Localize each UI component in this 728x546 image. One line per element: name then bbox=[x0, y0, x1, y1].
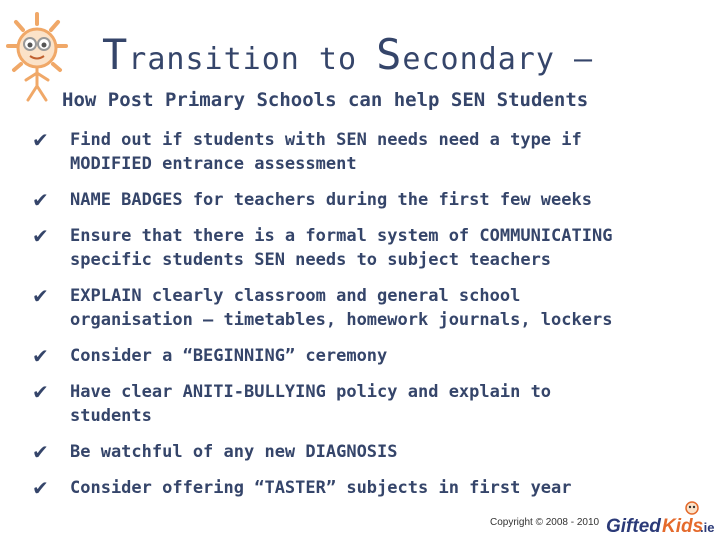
bullet-text: Ensure that there is a formal system of COMMUNICATING specific students SEN needs to subject teachers bbox=[70, 226, 613, 270]
bullet-item bbox=[32, 344, 710, 368]
bullet-item bbox=[32, 284, 710, 332]
copyright-text: Copyright © 2008 - 2010 bbox=[490, 517, 600, 528]
bullet-text: EXPLAIN clearly classroom and general school organisation – timetables, homework journals, lockers bbox=[70, 286, 613, 330]
slide-title bbox=[102, 30, 593, 79]
logo-text-gifted: Gifted bbox=[606, 516, 661, 537]
title-cap-t: T bbox=[102, 30, 129, 79]
bullet-text: Consider offering “TASTER” subjects in first year bbox=[70, 478, 572, 498]
logo-text-kids: Kids bbox=[662, 516, 704, 537]
checkmark-icon: ✔ bbox=[32, 128, 49, 152]
bullet-item bbox=[32, 440, 710, 464]
logo-text-domain: .ie bbox=[700, 520, 715, 535]
bullet-item bbox=[32, 188, 710, 212]
bullet-item bbox=[32, 224, 710, 272]
checkmark-icon: ✔ bbox=[32, 224, 49, 248]
slide-subtitle: How Post Primary Schools can help SEN Students bbox=[62, 89, 589, 111]
bullet-list bbox=[32, 128, 710, 512]
checkmark-icon: ✔ bbox=[32, 284, 49, 308]
checkmark-icon: ✔ bbox=[32, 188, 49, 212]
bullet-item bbox=[32, 128, 710, 176]
title-cap-s: S bbox=[376, 30, 403, 79]
bullet-item bbox=[32, 380, 710, 428]
checkmark-icon: ✔ bbox=[32, 440, 49, 464]
title-part1: ransition to bbox=[128, 42, 377, 77]
bullet-text: Consider a “BEGINNING” ceremony bbox=[70, 346, 388, 366]
bullet-text: Be watchful of any new DIAGNOSIS bbox=[70, 442, 398, 462]
checkmark-icon: ✔ bbox=[32, 476, 49, 500]
bullet-text: NAME BADGES for teachers during the first few weeks bbox=[70, 190, 592, 210]
checkmark-icon: ✔ bbox=[32, 344, 49, 368]
bullet-text: Find out if students with SEN needs need a type if MODIFIED entrance assessment bbox=[70, 130, 582, 174]
logo-mascot-icon bbox=[686, 502, 698, 514]
title-part2: econdary – bbox=[402, 42, 594, 77]
giftedkids-logo bbox=[604, 496, 720, 540]
sun-mascot-logo bbox=[6, 10, 68, 102]
checkmark-icon: ✔ bbox=[32, 380, 49, 404]
bullet-text: Have clear ANITI-BULLYING policy and explain to students bbox=[70, 382, 552, 426]
